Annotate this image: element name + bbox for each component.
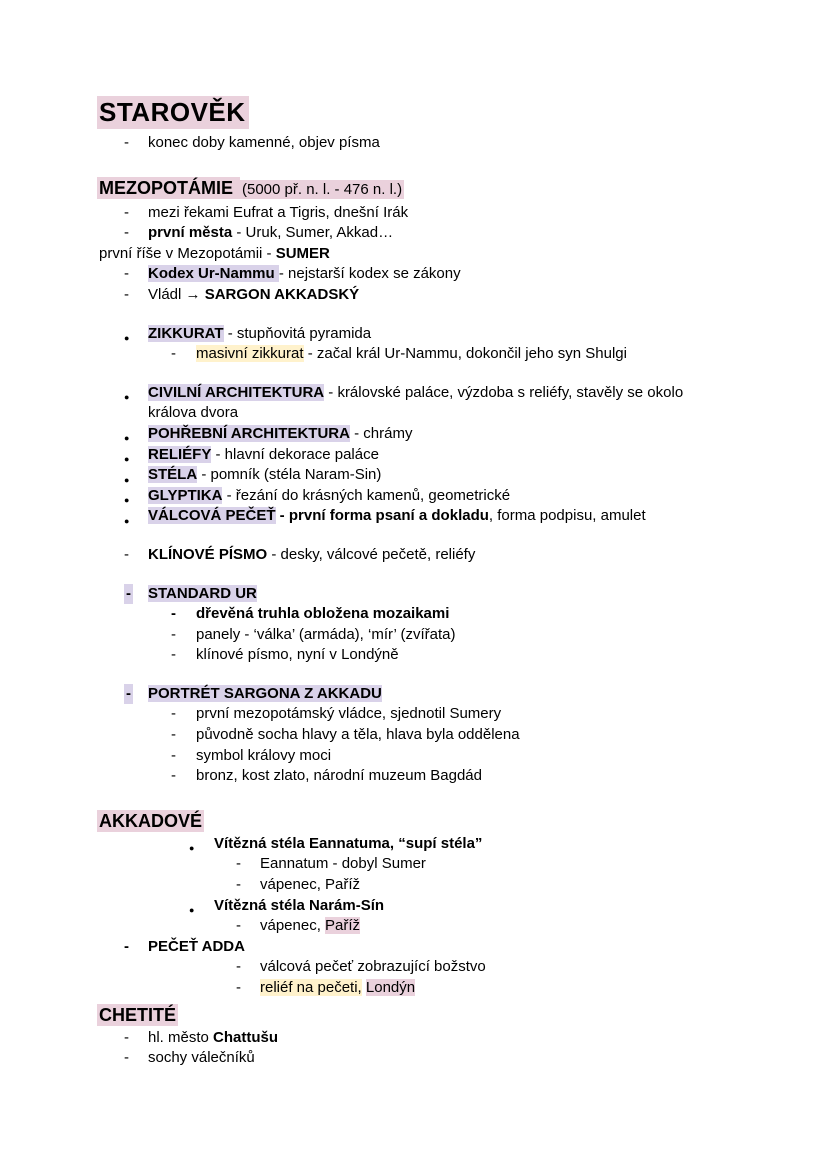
text-run: masivní zikkurat [196,345,304,363]
doc-line [97,957,731,978]
text-run: symbol královy moci [196,746,332,764]
dash-marker: - [171,605,176,623]
doc-line [97,875,731,896]
dash-marker: - [236,876,241,894]
text-run: Kodex Ur-Nammu [148,265,279,283]
text-run: STANDARD UR [148,584,257,602]
doc-line [97,625,731,646]
text-run: - pomník (stéla Naram-Sin) [197,466,382,484]
text-run: sochy válečníků [148,1049,255,1067]
text-run: - chrámy [349,424,413,442]
dash-marker: - [236,917,241,935]
text-run: mezi řekami Eufrat a Tigris, dnešní Irák [148,203,409,221]
dash-marker: - [124,684,133,705]
text-run: panely - ‘válka’ (armáda), ‘mír’ (zvířata) [196,625,456,643]
doc-line [97,244,731,265]
doc-line [97,383,731,424]
text-run: CIVILNÍ ARCHITEKTURA [148,383,325,401]
text-run: první forma psaní a dokladu [288,507,489,525]
dash-marker: - [236,958,241,976]
doc-line [97,264,731,285]
dash-marker: - [124,1049,129,1067]
doc-line [97,854,731,875]
doc-line [97,834,731,855]
dash-marker: - [124,265,129,283]
doc-line [97,445,731,466]
text-run: reliéf na pečeti, [260,979,362,996]
dash-marker: - [171,345,176,363]
doc-line [97,545,731,566]
doc-line [97,645,731,666]
section-heading [97,808,731,834]
blank-line [97,154,731,172]
dash-marker: - [171,726,176,744]
bullet-marker: ● [189,905,195,916]
text-run: SUMER [275,244,330,262]
doc-line [97,424,731,445]
text-run: - nejstarší kodex se zákony [278,265,461,283]
text-run: klínové písmo, nyní v Londýně [196,646,399,664]
doc-line [97,133,731,154]
text-run: GLYPTIKA [148,486,223,504]
bullet-marker: ● [124,495,130,506]
section-heading [97,1002,731,1028]
text-run: , forma podpisu, amulet [488,507,646,525]
doc-line [97,746,731,767]
text-run: Londýn [365,979,416,996]
text-run: Vítězná stéla Narám-Sín [214,896,385,914]
dash-marker: - [124,134,129,151]
doc-line [97,704,731,725]
text-run: PORTRÉT SARGONA Z AKKADU [148,684,382,702]
doc-line [97,1028,731,1049]
text-run: POHŘEBNÍ ARCHITEKTURA [148,424,350,442]
text-run: Eannatum - dobyl Sumer [260,855,426,873]
text-run: - královské paláce, výzdoba s reliéfy, stavěly se okolo králova dvora [148,383,684,422]
doc-line [97,766,731,787]
dash-marker: - [236,979,241,996]
bullet-marker: ● [124,333,130,344]
blank-line [97,787,731,805]
doc-line [97,486,731,507]
dash-marker: - [124,545,129,563]
dash-marker: - [124,584,133,605]
blank-line [97,566,731,584]
text-run: - řezání do krásných kamenů, geometrické [222,486,511,504]
blank-line [97,527,731,545]
doc-line [97,285,731,306]
text-run: CHETITÉ [99,1004,177,1025]
dash-marker: - [171,705,176,723]
dash-marker: - [124,203,129,221]
doc-line [97,584,731,605]
text-run: první města [148,224,233,242]
text-run: STAROVĚK [97,96,249,129]
page-title [97,94,731,131]
dash-marker: - [124,285,129,303]
bullet-marker: ● [124,454,130,465]
text-run: Paříž [325,917,361,935]
doc-line [97,506,731,527]
doc-line [97,203,731,224]
bullet-marker: ● [124,474,130,485]
bullet-marker: ● [124,515,130,526]
text-run: PEČEŤ ADDA [148,937,245,955]
text-run: první říše v Mezopotámii - [99,244,276,262]
bullet-marker: ● [124,433,130,444]
text-run: - začal král Ur-Nammu, dokončil jeho syn Shulgi [303,345,627,363]
blank-line [97,666,731,684]
dash-marker: - [124,224,129,242]
doc-line [97,1048,731,1069]
blank-line [97,365,731,383]
text-run: MEZOPOTÁMIE [99,177,238,198]
text-run: RELIÉFY [148,445,212,463]
dash-marker: - [171,767,176,785]
bullet-marker: ● [124,392,130,403]
doc-line [97,465,731,486]
text-run: - Uruk, Sumer, Akkad… [232,224,394,242]
text-run: dřevěná truhla obložena mozaikami [196,605,450,623]
text-run: ZIKKURAT [148,324,224,342]
doc-line [97,344,731,365]
doc-line [97,223,731,244]
bullet-marker: ● [189,843,195,854]
text-run: AKKADOVÉ [99,810,203,831]
text-run: první mezopotámský vládce, sjednotil Sumery [196,705,502,723]
doc-line [97,725,731,746]
doc-line [97,916,731,937]
doc-line [97,896,731,917]
text-run: bronz, kost zlato, národní muzeum Bagdád [196,767,482,785]
text-run: - stupňovitá pyramida [223,324,372,342]
text-run: STÉLA [148,466,198,484]
dash-marker: - [171,746,176,764]
text-run: vápenec, [260,917,326,935]
doc-line [97,937,731,958]
document-body [97,94,731,1069]
text-run: KLÍNOVÉ PÍSMO [148,545,268,563]
text-run: válcová pečeť zobrazující božstvo [260,958,486,976]
dash-marker: - [124,937,129,955]
text-run: - [275,507,289,525]
blank-line [97,306,731,324]
dash-marker: - [124,1028,129,1046]
text-run: VÁLCOVÁ PEČEŤ [148,507,276,525]
section-heading [97,175,731,203]
text-run: (5000 př. n. l. - 476 n. l.) [242,180,403,198]
text-run: - hlavní dekorace paláce [211,445,379,463]
text-run: konec doby kamenné, objev písma [148,134,380,151]
dash-marker: - [171,646,176,664]
dash-marker: - [171,625,176,643]
text-run: Vládl → [148,285,205,303]
doc-line [97,978,731,999]
doc-line [97,324,731,345]
text-run: hl. město [148,1028,214,1046]
text-run: vápenec, Paříž [260,876,361,894]
doc-line [97,604,731,625]
text-run: Chattušu [213,1028,279,1046]
doc-line [97,684,731,705]
text-run: - desky, válcové pečetě, reliéfy [267,545,476,563]
text-run: Vítězná stéla Eannatuma, “supí stéla” [214,834,483,852]
dash-marker: - [236,855,241,873]
text-run: SARGON AKKADSKÝ [204,285,360,303]
text-run: původně socha hlavy a těla, hlava byla oddělena [196,726,520,744]
